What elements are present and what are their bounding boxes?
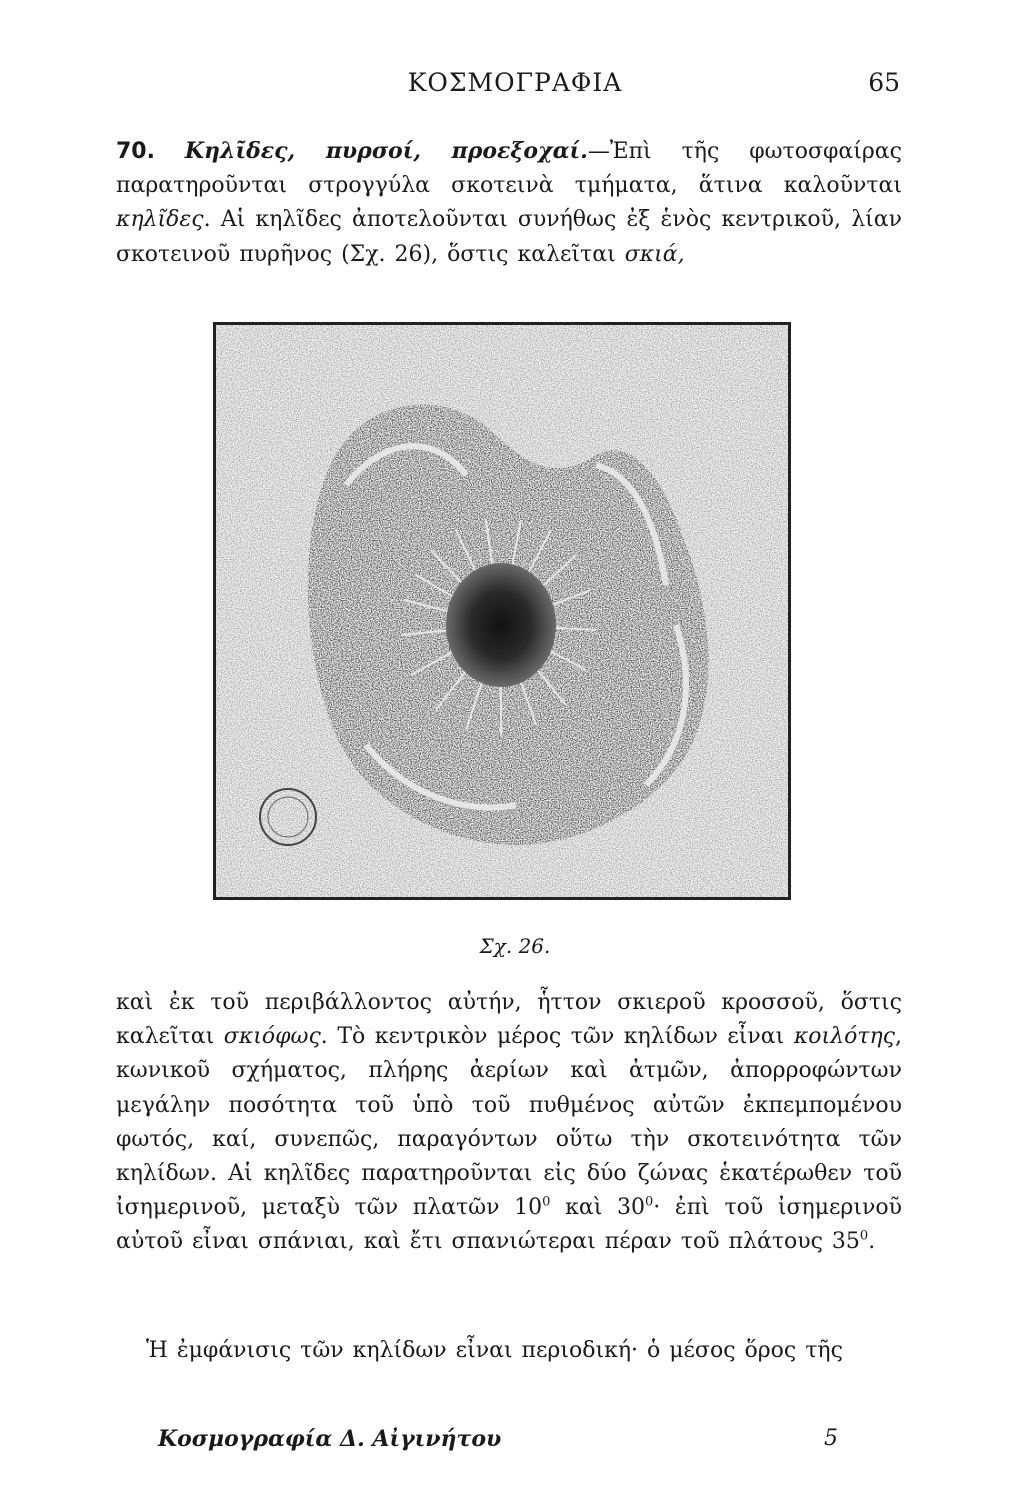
umbra (446, 563, 556, 687)
paragraph-text: —Ἐπὶ τῆς φωτοσφαίρας παρατηροῦνται στρογγύλα σκοτεινὰ τμήματα, ἅτινα καλοῦνται (116, 139, 902, 199)
paragraph-text: καὶ ἐκ τοῦ περιβάλλοντος αὐτήν, ἧττον σκιεροῦ κροσσοῦ, ὅστις καλεῖται (116, 990, 902, 1050)
paragraph-text: , κωνικοῦ σχήματος, πλήρης ἀερίων καὶ ἀτμῶν, ἀπορροφώντων μεγάλην ποσότητα τοῦ ὑπὸ τοῦ πυθμένος αὐτῶν ἐκπεμπομένου φωτός, καί, συνεπῶς, παραγόντων οὕτω τὴν σκοτεινότητα τῶν κηλίδων. Αἱ κηλῖδες παρατηροῦνται εἰς δύο ζώνας ἑκατέρωθεν τοῦ ἰσημερινοῦ, μεταξὺ τῶν πλατῶν 10 (116, 1024, 902, 1221)
figure-caption: Σχ. 26. (479, 934, 551, 958)
signature-mark: 5 (824, 1426, 838, 1451)
sunspot-illustration (216, 325, 788, 897)
running-title: ΚΟΣΜΟΓΡΑΦΙΑ (407, 68, 623, 97)
degree-mark: 0 (859, 1229, 869, 1245)
term-koilotis: κοιλότης (793, 1024, 895, 1050)
sunspot-figure (213, 322, 791, 900)
term-skiofos: σκιόφως (223, 1024, 321, 1050)
body-paragraph-1 (116, 986, 902, 1260)
paragraph-text: Ἡ ἐμφάνισις τῶν κηλίδων εἶναι περιοδική· ὁ μέσος ὅρος τῆς (146, 1338, 843, 1363)
paragraph-text: καὶ 30 (550, 1195, 645, 1221)
degree-mark: 0 (542, 1194, 551, 1210)
term-kelides: κηλῖδες (116, 207, 204, 233)
page-number: 65 (868, 68, 900, 97)
page-footer (158, 1426, 838, 1460)
section-70-paragraph (116, 134, 902, 272)
paragraph-text: . Αἱ κηλῖδες ἀποτελοῦνται συνήθως ἐξ ἑνὸς κεντρικοῦ, λίαν σκοτεινοῦ πυρῆνος (Σχ. 26), ὅστις καλεῖται (116, 207, 902, 267)
book-title: Κοσμογραφία Δ. Αἰγινήτου (158, 1426, 502, 1452)
degree-mark: 0 (644, 1194, 654, 1210)
paragraph-text: · ἐπὶ τοῦ ἰσημερινοῦ αὐτοῦ εἶναι σπάνιαι, καὶ ἔτι σπανιώτεραι πέραν τοῦ πλάτους 35 (116, 1195, 902, 1255)
section-number: 70. (116, 139, 155, 164)
term-skia: σκιά, (624, 241, 685, 267)
running-head (0, 62, 1030, 102)
paragraph-text: . Τὸ κεντρικὸν μέρος τῶν κηλίδων εἶναι (320, 1024, 794, 1050)
body-paragraph-2 (116, 1334, 902, 1368)
section-title: Κηλῖδες, πυρσοί, προεξοχαί. (184, 138, 588, 164)
paragraph-text: . (868, 1229, 876, 1255)
